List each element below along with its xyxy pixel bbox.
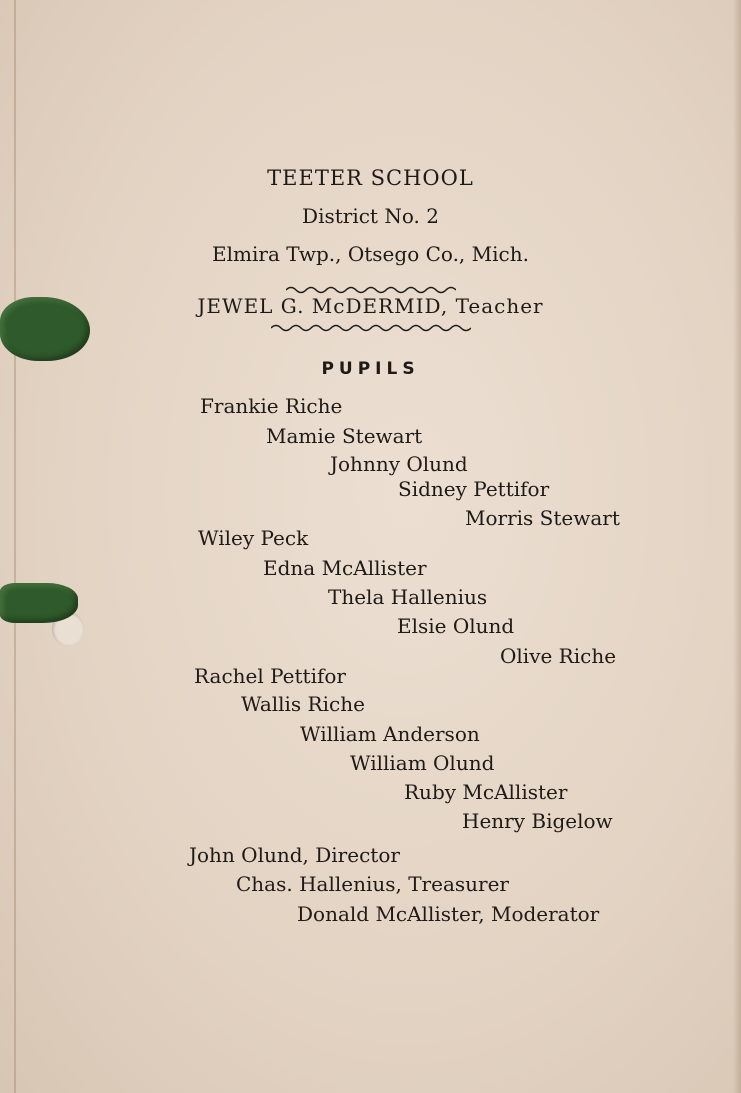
school-name: TEETER SCHOOL xyxy=(267,166,474,190)
pupil-name: Edna McAllister xyxy=(263,556,427,580)
wavy-rule-bottom xyxy=(0,318,741,337)
pupil-name: Henry Bigelow xyxy=(462,809,613,833)
pupil-name: William Anderson xyxy=(300,722,480,746)
ribbon-tie-bottom xyxy=(0,583,78,623)
pupil-name: Sidney Pettifor xyxy=(398,477,550,501)
pupil-name: Wiley Peck xyxy=(198,526,309,550)
pupil-name: Rachel Pettifor xyxy=(194,664,346,688)
pupil-name: Elsie Olund xyxy=(397,614,515,638)
pupil-name: Frankie Riche xyxy=(200,394,343,418)
pupil-name: Morris Stewart xyxy=(465,506,620,530)
teacher-name: JEWEL G. McDERMID, Teacher xyxy=(197,294,544,318)
pupil-name: Wallis Riche xyxy=(241,692,365,716)
pupil-name: Ruby McAllister xyxy=(404,780,568,804)
pupils-heading: PUPILS xyxy=(321,359,420,379)
pupil-name: Mamie Stewart xyxy=(266,424,423,448)
officer-treasurer: Chas. Hallenius, Treasurer xyxy=(236,872,509,896)
officer-director: John Olund, Director xyxy=(189,843,400,867)
officer-moderator: Donald McAllister, Moderator xyxy=(297,902,600,926)
pupil-name: Thela Hallenius xyxy=(328,585,488,609)
pupil-name: Olive Riche xyxy=(500,644,617,668)
binding-fold xyxy=(14,0,16,1093)
page-edge-shadow xyxy=(733,0,741,1093)
district-number: District No. 2 xyxy=(302,204,439,228)
school-location: Elmira Twp., Otsego Co., Mich. xyxy=(212,242,529,266)
pupil-name: William Olund xyxy=(350,751,495,775)
pupil-name: Johnny Olund xyxy=(330,452,468,476)
